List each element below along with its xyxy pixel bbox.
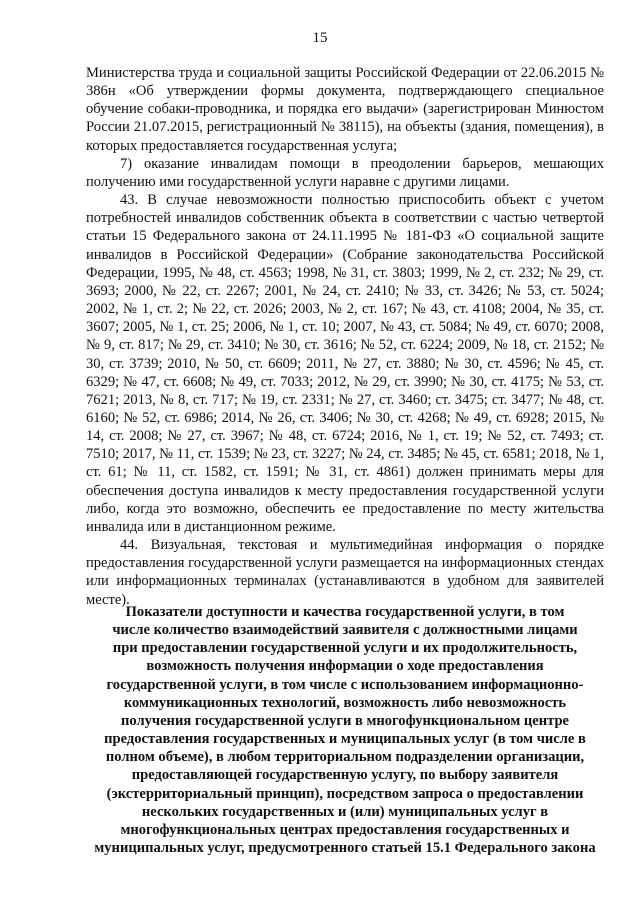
- heading-line: муниципальных услуг, предусмотренного статьей 15.1 Федерального закона: [94, 840, 596, 857]
- heading-line: коммуникационных технологий, возможность либо невозможность: [123, 694, 567, 711]
- heading-line: государственной услуги, в том числе с использованием информационно-: [106, 676, 584, 693]
- paragraph-43: 43. В случае невозможности полностью приспособить объект с учетом потребностей инвалидов собственник объекта в соответствии с частью четвертой статьи 15 Федерального закона от 24.11.1995 № 181-ФЗ «О социальной защите инвалидов в Российской Федерации» (Собрание законодательства Российской Федерации, 1995, № 48, ст. 4563; 1998, № 31, ст. 3803; 1999, № 2, ст. 232; № 29, ст. 3693; 2000, № 22, ст. 2267; 2001, № 24, ст. 2410; № 33, ст. 3426; № 53, ст. 5024; 2002, № 1, ст. 2; № 22, ст. 2026; 2003, № 2, ст. 167; № 43, ст. 4108; 2004, № 35, ст. 3607; 2005, № 1, ст. 25; 2006, № 1, ст. 10; 2007, № 43, ст. 5084; № 49, ст. 6070; 2008, № 9, ст. 817; № 29, ст. 3410; № 30, ст. 3616; № 52, ст. 6224; 2009, № 18, ст. 2152; № 30, ст. 3739; 2010, № 50, ст. 6609; 2011, № 27, ст. 3880; № 30, ст. 4596; № 45, ст. 6329; № 47, ст. 6608; № 49, ст. 7033; 2012, № 29, ст. 3990; № 30, ст. 4175; № 53, ст. 7621; 2013, № 8, ст. 717; № 19, ст. 2331; № 27, ст. 3460; ст. 3475; ст. 3477; № 48, ст. 6160; № 52, ст. 6986; 2014, № 26, ст. 3406; № 30, ст. 4268; № 49, ст. 6928; 2015, № 14, ст. 2008; № 27, ст. 3967; № 48, ст. 6724; 2016, № 1, ст. 19; № 52, ст. 7493; ст. 7510; 2017, № 11, ст. 1539; № 23, ст. 3227; № 24, ст. 3485; № 45, ст. 6581; 2018, № 1, ст. 61; № 11, ст. 1582, ст. 1591; № 31, ст. 4861) должен принимать меры для обеспечения доступа инвалидов к месту предоставления государственной услуги либо, когда это возможно, обеспечить ее предоставление по месту жительства инвалида или в дистанционном режиме.: [86, 192, 604, 535]
- body-text: [86, 64, 604, 609]
- heading-line: многофункциональных центрах предоставления государственных и: [120, 821, 570, 838]
- heading-line: Показатели доступности и качества государственной услуги, в том: [125, 604, 565, 620]
- heading-line: предоставления государственных и муниципальных услуг (в том числе в: [104, 731, 586, 748]
- heading-line: при предоставлении государственной услуги и их продолжительность,: [112, 640, 578, 657]
- heading-line: предоставляющей государственную услугу, по выбору заявителя: [131, 767, 559, 784]
- heading-line: нескольких государственных и (или) муниципальных услуг в: [141, 803, 549, 820]
- section-heading: [80, 603, 610, 857]
- paragraph-44: 44. Визуальная, текстовая и мультимедийная информация о порядке предоставления государственной услуги размещается на информационных стендах или информационных терминалах (устанавливаются в удобном для заявителей месте).: [86, 537, 604, 608]
- heading-line: полном объеме), в любом территориальном подразделении организации,: [105, 749, 585, 766]
- heading-line: числе количество взаимодействий заявителя с должностными лицами: [112, 622, 578, 639]
- paragraph-item-7: 7) оказание инвалидам помощи в преодолении барьеров, мешающих получению ими государственной услуги наравне с другими лицами.: [86, 155, 604, 190]
- page-number: 15: [312, 30, 328, 46]
- heading-line: возможность получения информации о ходе предоставления: [146, 658, 544, 675]
- heading-line: (экстерриториальный принцип), посредством запроса о предоставлении: [106, 785, 584, 802]
- paragraph-continuation: Министерства труда и социальной защиты Российской Федерации от 22.06.2015 № 386н «Об утверждении формы документа, подтверждающего специальное обучение собаки-проводника, и порядка его выдачи» (зарегистрирован Минюстом России 21.07.2015, регистрационный № 38115), на объекты (здания, помещения), в которых предоставляется государственная услуга;: [86, 65, 604, 154]
- heading-line: получения государственной услуги в многофункциональном центре: [121, 712, 569, 729]
